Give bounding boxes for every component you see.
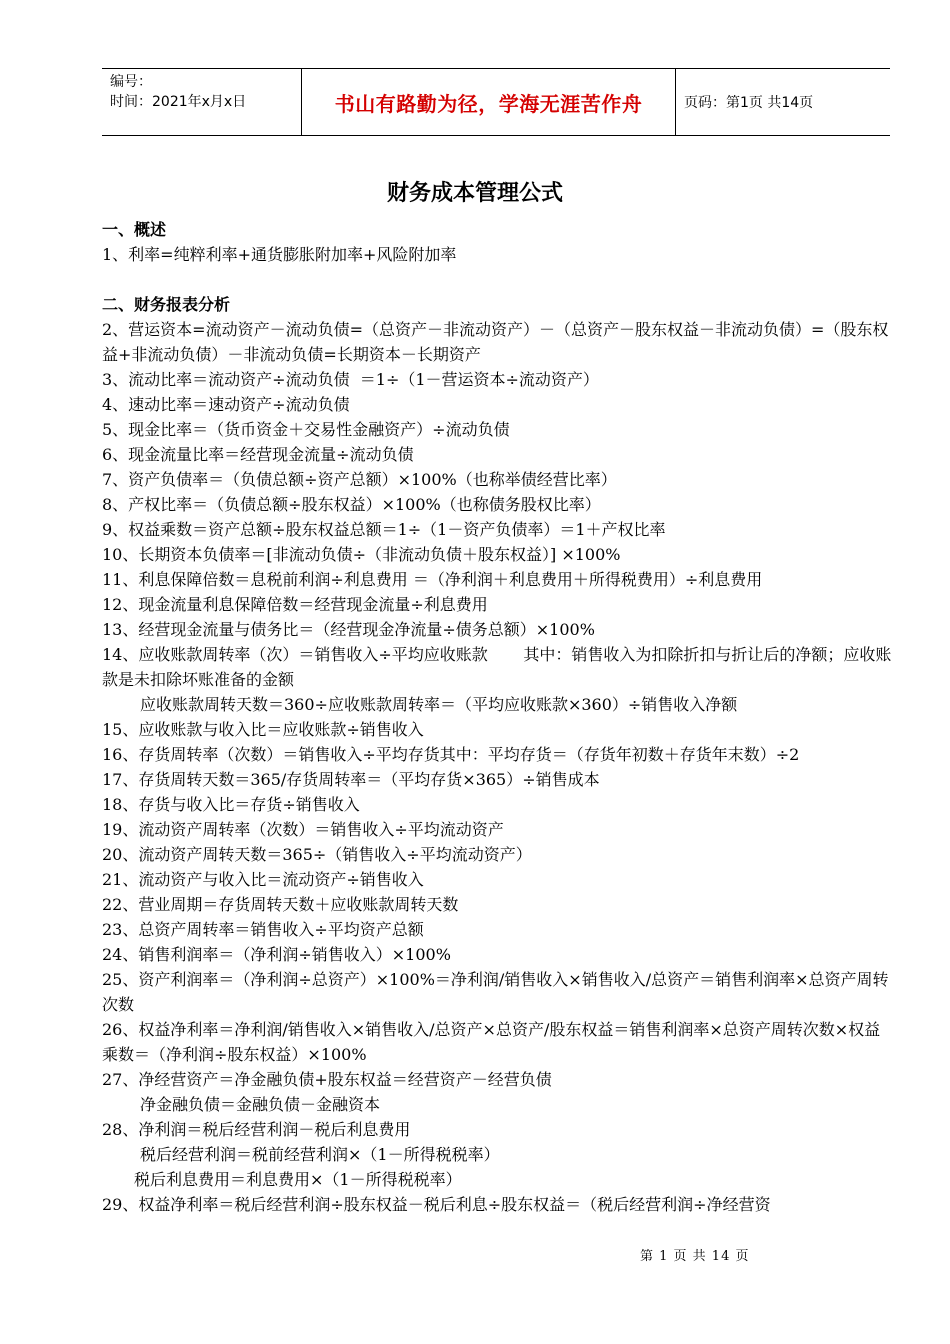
header-motto [302,69,676,135]
formula-line: 13、经营现金流量与债务比＝（经营现金净流量÷债务总额）×100% [102,620,595,639]
formula-line: 8、产权比率＝（负债总额÷股东权益）×100%（也称债务股权比率） [102,495,601,514]
formula-line: 7、资产负债率＝（负债总额÷资产总额）×100%（也称举债经营比率） [102,470,617,489]
formula-subline: 税后经营利润＝税前经营利润×（1－所得税税率） [140,1145,500,1164]
formula-line: 15、应收账款与收入比＝应收账款÷销售收入 [102,720,424,739]
number-label: 编号： [110,74,152,90]
formula-line: 19、流动资产周转率（次数）＝销售收入÷平均流动资产 [102,820,504,839]
formula-line: 29、权益净利率＝税后经营利润÷股东权益－税后利息÷股东权益＝（税后经营利润÷净经营资 [102,1195,771,1214]
formula-line: 14、应收账款周转率（次）＝销售收入÷平均应收账款 其中：销售收入为扣除折扣与折让后的净额；应收账款是未扣除坏账准备的金额 [102,645,892,689]
page-footer: 第 1 页 共 14 页 [640,1249,750,1264]
motto-text: 书山有路勤为径，学海无涯苦作舟 [334,91,643,116]
formula-line: 28、净利润＝税后经营利润－税后利息费用 [102,1120,411,1139]
formula-line: 18、存货与收入比＝存货÷销售收入 [102,795,360,814]
page-title: 财务成本管理公式 [386,181,563,206]
header-meta [102,69,302,135]
formula-line: 23、总资产周转率＝销售收入÷平均资产总额 [102,920,424,939]
blank-line [102,267,892,292]
formula-line: 16、存货周转率（次数）＝销售收入÷平均存货其中：平均存货＝（存货年初数＋存货年末数）÷2 [102,745,800,764]
formula-line: 27、净经营资产＝净金融负债+股东权益＝经营资产－经营负债 [102,1070,552,1089]
formula-line: 12、现金流量利息保障倍数＝经营现金流量÷利息费用 [102,595,488,614]
formula-line: 24、销售利润率＝（净利润÷销售收入）×100% [102,945,451,964]
time-label: 时间：2021年x月x日 [110,94,247,110]
formula-line: 2、营运资本=流动资产－流动负债=（总资产－非流动资产）－（总资产－股东权益－非流动负债）=（股东权益+非流动负债）－非流动负债=长期资本－长期资产 [102,320,889,364]
formula-line: 26、权益净利率＝净利润/销售收入×销售收入/总资产×总资产/股东权益＝销售利润率×总资产周转次数×权益乘数＝（净利润÷股东权益）×100% [102,1020,881,1064]
formula-subline: 应收账款周转天数＝360÷应收账款周转率＝（平均应收账款×360）÷销售收入净额 [140,695,738,714]
page-info-text: 页码：第1页 共14页 [684,95,814,111]
formula-line: 11、利息保障倍数＝息税前利润÷利息费用 ＝（净利润＋利息费用＋所得税费用）÷利息费用 [102,570,763,589]
formula-line: 17、存货周转天数＝365/存货周转率＝（平均存货×365）÷销售成本 [102,770,600,789]
formula-line: 9、权益乘数＝资产总额÷股东权益总额＝1÷（1－资产负债率）＝1＋产权比率 [102,520,666,539]
formula-subline: 净金融负债＝金融负债－金融资本 [140,1095,381,1114]
formula-line: 25、资产利润率＝（净利润÷总资产）×100%＝净利润/销售收入×销售收入/总资产＝销售利润率×总资产周转次数 [102,970,889,1014]
section-heading: 二、财务报表分析 [102,295,231,314]
formula-line: 1、利率=纯粹利率+通货膨胀附加率+风险附加率 [102,245,457,264]
formula-line: 10、长期资本负债率＝[非流动负债÷（非流动负债＋股东权益）] ×100% [102,545,621,564]
document-header [102,68,890,136]
formula-line: 6、现金流量比率＝经营现金流量÷流动负债 [102,445,414,464]
formula-line: 20、流动资产周转天数＝365÷（销售收入÷平均流动资产） [102,845,532,864]
section-heading: 一、概述 [102,220,167,239]
formula-subline: 税后利息费用＝利息费用×（1－所得税税率） [134,1170,462,1189]
formula-line: 21、流动资产与收入比＝流动资产÷销售收入 [102,870,424,889]
formula-line: 4、速动比率＝速动资产÷流动负债 [102,395,350,414]
document-body [102,217,892,1217]
header-page-info [676,69,890,135]
formula-line: 5、现金比率＝（货币资金＋交易性金融资产）÷流动负债 [102,420,510,439]
formula-line: 3、流动比率＝流动资产÷流动负债 ＝1÷（1－营运资本÷流动资产） [102,370,599,389]
formula-line: 22、营业周期＝存货周转天数＋应收账款周转天数 [102,895,459,914]
